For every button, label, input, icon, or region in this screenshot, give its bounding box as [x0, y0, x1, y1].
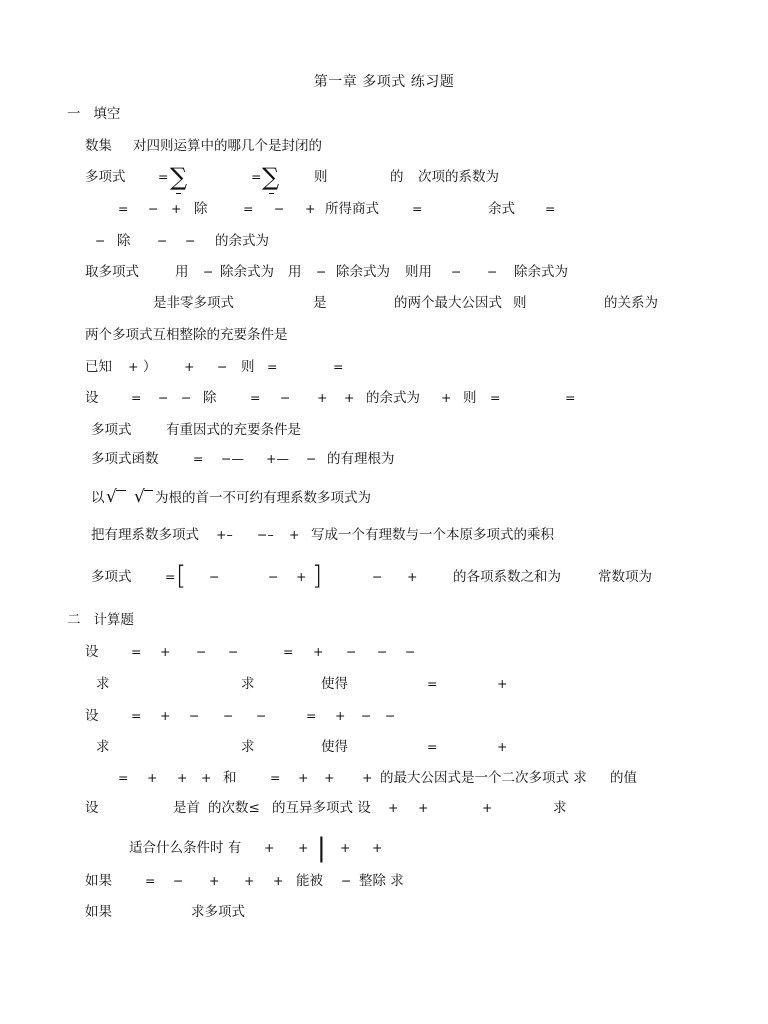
fill-question-3	[0, 200, 768, 218]
question-text: 次项的系数为	[418, 169, 499, 185]
math-symbol: +	[289, 527, 300, 542]
summation-symbol: ∑	[170, 163, 188, 191]
fill-question-3-cont	[0, 232, 768, 250]
section-heading-fill-in: 一 填空	[67, 106, 121, 122]
question-text: 设	[85, 390, 99, 406]
math-symbol: +	[344, 390, 355, 405]
calc-question-5	[0, 833, 768, 863]
question-text: 的互异多项式 设	[272, 800, 371, 816]
fill-question-12	[0, 526, 768, 544]
question-text: 用	[175, 264, 189, 280]
question-text: 的最大公因式是一个二次多项式 求	[380, 770, 587, 786]
question-text: 则	[314, 169, 328, 185]
math-symbol: +	[264, 840, 275, 855]
question-text: 是	[313, 295, 327, 311]
question-text: 常数项为	[598, 569, 652, 585]
math-symbol: +	[273, 873, 284, 888]
math-symbol: −	[377, 644, 388, 659]
math-symbol: +	[418, 800, 429, 815]
fill-question-11	[0, 489, 768, 507]
question-text: 除余式为	[514, 264, 568, 280]
question-text: 是首	[173, 800, 200, 816]
question-text: 整除 求	[359, 873, 404, 889]
left-bracket-symbol: [	[176, 561, 187, 591]
question-text: 两个多项式互相整除的充要条件是	[85, 327, 288, 343]
question-text: 设	[85, 644, 99, 660]
question-text: 如果	[85, 873, 112, 889]
math-symbol: =	[145, 873, 156, 888]
question-text: 除	[203, 390, 217, 406]
question-text: 的次数≤	[208, 800, 260, 816]
fill-question-10	[0, 450, 768, 468]
math-symbol: +	[362, 770, 373, 785]
calc-question-7	[0, 903, 768, 921]
question-text: 多项式	[91, 422, 132, 438]
right-bracket-symbol: ]	[312, 561, 323, 591]
fill-question-9	[0, 421, 768, 439]
question-text: 求	[241, 739, 255, 755]
math-symbol: −	[185, 233, 196, 248]
question-text: 则用	[405, 264, 432, 280]
math-symbol: =	[193, 451, 204, 466]
question-text: 则	[463, 390, 477, 406]
question-text: 求	[241, 676, 255, 692]
question-text: 的有理根为	[327, 451, 395, 467]
math-symbol: +	[324, 770, 335, 785]
math-symbol: +	[317, 390, 328, 405]
square-root-symbol: √	[134, 487, 145, 507]
question-text: 设	[85, 800, 99, 816]
question-text: 是非零多项式	[153, 295, 234, 311]
question-text: 设	[85, 708, 99, 724]
math-symbol: −	[209, 569, 220, 584]
math-symbol: −	[217, 359, 228, 374]
math-symbol: ）	[143, 359, 157, 375]
question-text: 能被	[296, 873, 323, 889]
question-text: 求多项式	[191, 904, 245, 920]
math-symbol: −	[346, 644, 357, 659]
math-symbol: +—	[266, 451, 289, 466]
math-symbol: =	[427, 676, 438, 691]
math-symbol: +	[313, 644, 324, 659]
fill-question-6	[0, 326, 768, 344]
calc-question-1-cont	[0, 675, 768, 693]
math-symbol: −	[95, 233, 106, 248]
divides-symbol: |	[317, 833, 326, 863]
math-symbol: +	[147, 770, 158, 785]
calc-question-1	[0, 643, 768, 661]
math-symbol: −	[361, 708, 372, 723]
fill-question-2	[0, 163, 768, 191]
math-symbol: +	[298, 840, 309, 855]
math-symbol: −	[306, 451, 317, 466]
math-symbol: +	[482, 800, 493, 815]
math-symbol: −	[268, 569, 279, 584]
math-symbol: +	[128, 359, 139, 374]
math-symbol: +	[184, 359, 195, 374]
math-symbol: =	[131, 644, 142, 659]
question-text: 写成一个有理数与一个本原多项式的乘积	[311, 527, 554, 543]
math-symbol: =	[490, 390, 501, 405]
math-symbol: =	[158, 169, 169, 184]
calc-question-2	[0, 707, 768, 725]
math-symbol: +	[160, 708, 171, 723]
question-text: 除	[194, 201, 208, 217]
question-text: 的值	[610, 770, 637, 786]
summation-index-mark	[176, 193, 181, 194]
math-symbol: −	[157, 233, 168, 248]
math-symbol: +	[335, 708, 346, 723]
math-symbol: +	[201, 770, 212, 785]
math-symbol: =	[118, 201, 129, 216]
math-symbol: =	[565, 390, 576, 405]
math-symbol: +	[305, 201, 316, 216]
math-symbol: −	[158, 390, 169, 405]
math-symbol: =	[165, 569, 176, 584]
question-text: 除余式为	[220, 264, 274, 280]
question-text: 的余式为	[366, 390, 420, 406]
math-symbol: −	[148, 201, 159, 216]
calc-question-4	[0, 799, 768, 817]
page-title: 第一章 多项式 练习题	[313, 74, 455, 90]
question-text: 如果	[85, 904, 112, 920]
math-symbol: −	[196, 644, 207, 659]
calc-question-2-cont	[0, 738, 768, 756]
math-symbol: −	[203, 264, 214, 279]
question-text: 对四则运算中的哪几个是封闭的	[133, 138, 322, 154]
question-text: 的	[390, 169, 404, 185]
math-symbol: +	[372, 840, 383, 855]
math-symbol: −	[341, 873, 352, 888]
question-text: 的关系为	[604, 295, 658, 311]
math-symbol: =	[283, 644, 294, 659]
summation-symbol: ∑	[262, 163, 280, 191]
question-text: 所得商式	[325, 201, 379, 217]
math-symbol: =	[250, 390, 261, 405]
math-symbol: −	[316, 264, 327, 279]
math-symbol: =	[545, 201, 556, 216]
math-symbol: −	[451, 264, 462, 279]
math-symbol: =	[333, 359, 344, 374]
calc-question-3	[0, 769, 768, 787]
math-symbol: −	[181, 390, 192, 405]
math-symbol: =	[267, 359, 278, 374]
math-symbol: +	[388, 800, 399, 815]
math-symbol: =	[118, 770, 129, 785]
question-text: 除余式为	[336, 264, 390, 280]
section-heading-calculation: 二 计算题	[67, 612, 134, 628]
question-text: 余式	[488, 201, 515, 217]
math-symbol: +	[209, 873, 220, 888]
math-symbol: =	[427, 739, 438, 754]
math-symbol: +	[497, 739, 508, 754]
math-symbol: −	[405, 644, 416, 659]
question-text: 取多项式	[85, 264, 139, 280]
summation-index-mark	[269, 193, 274, 194]
math-symbol: −	[223, 708, 234, 723]
fill-question-13	[0, 561, 768, 591]
math-symbol: =	[131, 390, 142, 405]
math-symbol: +	[160, 644, 171, 659]
question-text: 多项式	[91, 569, 132, 585]
math-symbol: +	[441, 390, 452, 405]
math-symbol: −–	[257, 527, 274, 542]
question-text: 使得	[321, 676, 348, 692]
math-symbol: −	[189, 708, 200, 723]
question-text: 的各项系数之和为	[453, 569, 561, 585]
question-text: 则	[241, 359, 255, 375]
math-symbol: +	[407, 569, 418, 584]
question-text: 则	[513, 295, 527, 311]
math-symbol: +	[177, 770, 188, 785]
math-symbol: +	[340, 840, 351, 855]
math-symbol: +	[497, 676, 508, 691]
math-symbol: −	[274, 201, 285, 216]
math-symbol: −	[487, 264, 498, 279]
question-text: 求	[96, 676, 110, 692]
radical-overline	[144, 490, 153, 491]
math-symbol: −	[173, 873, 184, 888]
math-symbol: −	[280, 390, 291, 405]
question-text: 多项式	[85, 169, 126, 185]
question-text: 多项式函数	[91, 451, 159, 467]
question-text: 把有理系数多项式	[91, 527, 199, 543]
fill-question-7	[0, 358, 768, 376]
question-text: 求	[553, 800, 567, 816]
math-symbol: −—	[221, 451, 244, 466]
math-symbol: −	[372, 569, 383, 584]
fill-question-1	[0, 137, 768, 155]
question-text: 适合什么条件时 有	[129, 840, 242, 856]
math-symbol: =	[131, 708, 142, 723]
math-symbol: +	[244, 873, 255, 888]
math-symbol: =	[412, 201, 423, 216]
square-root-symbol: √	[106, 487, 117, 507]
question-text: 数集	[85, 138, 112, 154]
math-symbol: =	[243, 201, 254, 216]
fill-question-8	[0, 389, 768, 407]
question-text: 的两个最大公因式	[394, 295, 502, 311]
math-symbol: +	[296, 569, 307, 584]
math-symbol: =	[251, 169, 262, 184]
question-text: 为根的首一不可约有理系数多项式为	[155, 490, 371, 506]
math-symbol: =	[270, 770, 281, 785]
math-symbol: +	[171, 201, 182, 216]
question-text: 的余式为	[215, 233, 269, 249]
question-text: 和	[223, 770, 237, 786]
fill-question-5	[0, 294, 768, 312]
calc-question-6	[0, 872, 768, 890]
question-text: 除	[117, 233, 131, 249]
question-text: 已知	[85, 359, 112, 375]
fill-question-4	[0, 263, 768, 281]
question-text: 有重因式的充要条件是	[166, 422, 301, 438]
question-text: 使得	[321, 739, 348, 755]
math-symbol: −	[385, 708, 396, 723]
math-symbol: −	[228, 644, 239, 659]
math-symbol: +	[298, 770, 309, 785]
radical-overline	[116, 490, 126, 491]
question-text: 以	[91, 490, 105, 506]
math-symbol: +–	[216, 527, 233, 542]
question-text: 求	[96, 739, 110, 755]
question-text: 用	[288, 264, 302, 280]
math-symbol: =	[306, 708, 317, 723]
math-symbol: −	[256, 708, 267, 723]
